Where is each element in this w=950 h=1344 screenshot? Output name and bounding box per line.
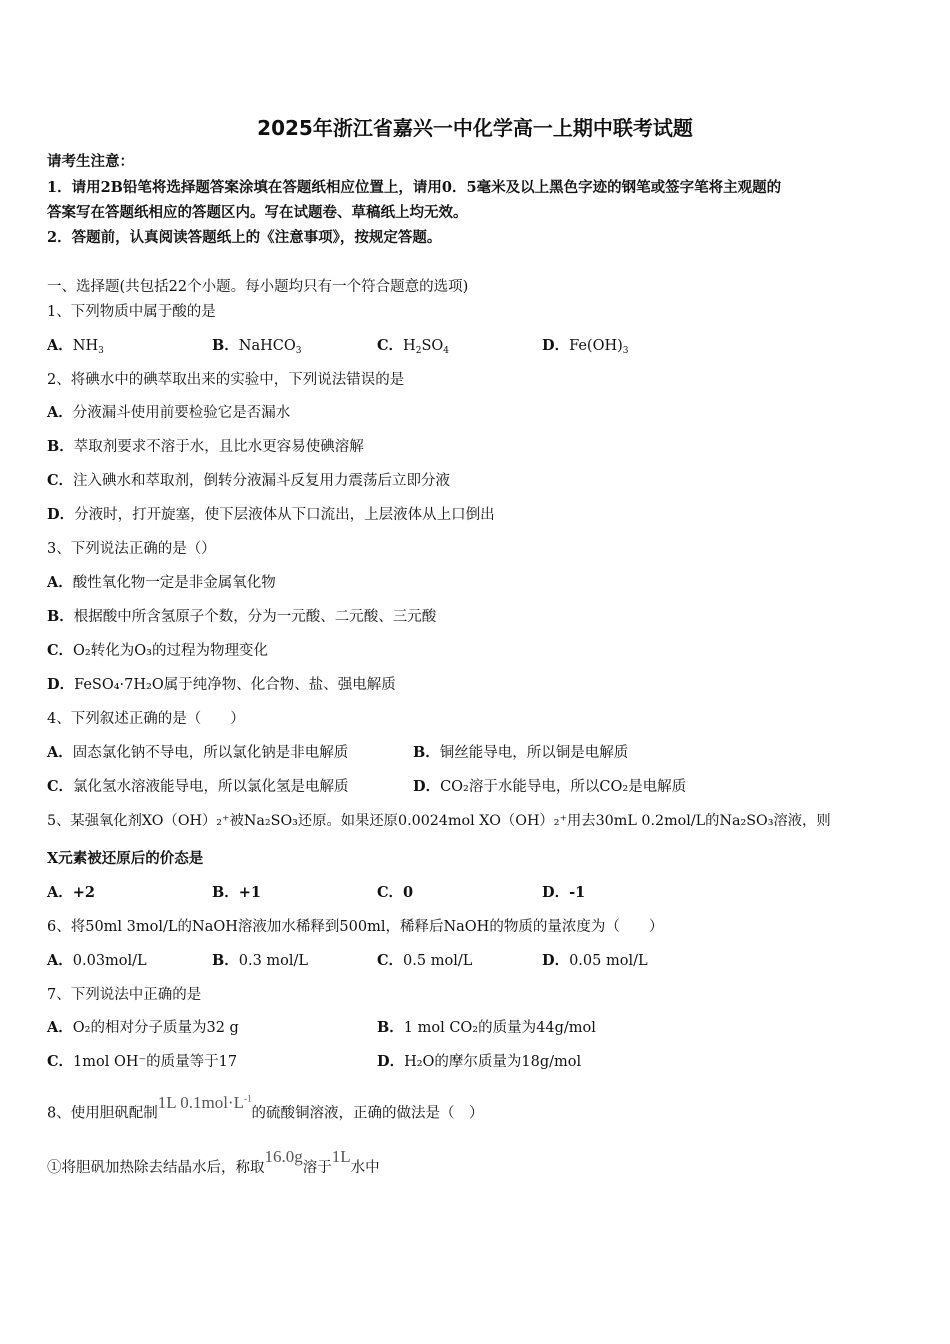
q7-option-c: C．1mol OH⁻的质量等于17 (47, 1053, 238, 1070)
q7-option-a: A．O₂的相对分子质量为32 g (47, 1019, 239, 1036)
q7-option-b: B．1 mol CO₂的质量为44g/mol (377, 1019, 596, 1036)
q3-option-a: A．酸性氧化物一定是非金属氧化物 (47, 574, 276, 591)
section-heading: 一、选择题(共包括22个小题。每小题均只有一个符合题意的选项) (47, 279, 469, 295)
q5-option-c: C．0 (377, 884, 414, 901)
q1-option-d: D．$Fe(OH)_3$ (542, 337, 629, 356)
q3-option-c: C．O₂转化为O₃的过程为物理变化 (47, 642, 268, 659)
notice-item-1b: 答案写在答题纸相应的答题区内。写在试题卷、草稿纸上均无效。 (47, 204, 468, 221)
q3-option-b: B．根据酸中所含氢原子个数，分为一元酸、二元酸、三元酸 (47, 608, 437, 625)
q8-stem: 8、使用胆矾配制1L $0.1mol\cdot L^{-1}$的硫酸铜溶液，正确的做法是（ ） (47, 1092, 484, 1122)
q1-stem: 1、下列物质中属于酸的是 (47, 304, 216, 320)
q3-option-d: D．FeSO₄·7H₂O属于纯净物、化合物、盐、强电解质 (47, 676, 396, 693)
q5-option-d: D．-1 (542, 884, 586, 901)
q2-option-d: D．分液时，打开旋塞，使下层液体从下口流出，上层液体从上口倒出 (47, 506, 495, 523)
q4-option-b: B．铜丝能导电，所以铜是电解质 (413, 744, 629, 761)
q1-option-b: B．NaHCO$_3$ (212, 337, 302, 356)
q5-option-a: A．+2 (47, 884, 96, 901)
q5-option-b: B．+1 (212, 884, 262, 901)
q5-stem-line1: 5、某强氧化剂XO（OH）₂⁺被Na₂SO₃还原。如果还原0.0024mol XO（OH）₂⁺用去30mL 0.2mol/L的Na₂SO₃溶液，则 (47, 813, 831, 829)
q8-math-concentration: 1L $0.1mol\cdot L^{-1}$ (157, 1092, 252, 1112)
q1-option-a: A．$NH_3$ (47, 337, 104, 356)
notice-heading: 请考生注意： (47, 153, 134, 170)
q2-stem: 2、将碘水中的碘萃取出来的实验中，下列说法错误的是 (47, 372, 405, 388)
q4-option-c: C．氯化氢水溶液能导电，所以氯化氢是电解质 (47, 778, 349, 795)
q8-option-1: ①将胆矾加热除去结晶水后，称取16.0g溶于1L水中 (47, 1147, 380, 1176)
q2-option-a: A．分液漏斗使用前要检验它是否漏水 (47, 404, 291, 421)
q6-option-a: A．0.03mol/L (47, 952, 147, 969)
q8-math-volume: 1L (331, 1147, 351, 1166)
q6-stem: 6、将50ml 3mol/L的NaOH溶液加水稀释到500ml，稀释后NaOH的物质的量浓度为（ ） (47, 919, 664, 935)
q3-stem: 3、下列说法正确的是（） (47, 541, 216, 557)
q7-option-d: D．H₂O的摩尔质量为18g/mol (377, 1053, 582, 1070)
notice-item-2: 2．答题前，认真阅读答题纸上的《注意事项》，按规定答题。 (47, 229, 442, 246)
q7-stem: 7、下列说法中正确的是 (47, 987, 202, 1003)
q4-stem: 4、下列叙述正确的是（ ） (47, 711, 245, 727)
q5-stem-line2: X元素被还原后的价态是 (47, 850, 204, 867)
q1-option-c: C．$H_2SO_4$ (377, 337, 449, 356)
notice-item-1a: 1．请用2B铅笔将选择题答案涂填在答题纸相应位置上，请用0．5毫米及以上黑色字迹的钢笔或签字笔将主观题的 (47, 179, 782, 196)
q2-option-c: C．注入碘水和萃取剂，倒转分液漏斗反复用力震荡后立即分液 (47, 472, 451, 489)
document-title: 2025年浙江省嘉兴一中化学高一上期中联考试题 (257, 116, 693, 140)
q6-option-c: C．0.5 mol/L (377, 952, 473, 969)
q6-option-b: B．0.3 mol/L (212, 952, 309, 969)
q2-option-b: B．萃取剂要求不溶于水，且比水更容易使碘溶解 (47, 438, 364, 455)
q4-option-d: D．CO₂溶于水能导电，所以CO₂是电解质 (413, 778, 687, 795)
q8-math-mass: 16.0g (264, 1147, 303, 1166)
q6-option-d: D．0.05 mol/L (542, 952, 648, 969)
q4-option-a: A．固态氯化钠不导电，所以氯化钠是非电解质 (47, 744, 349, 761)
